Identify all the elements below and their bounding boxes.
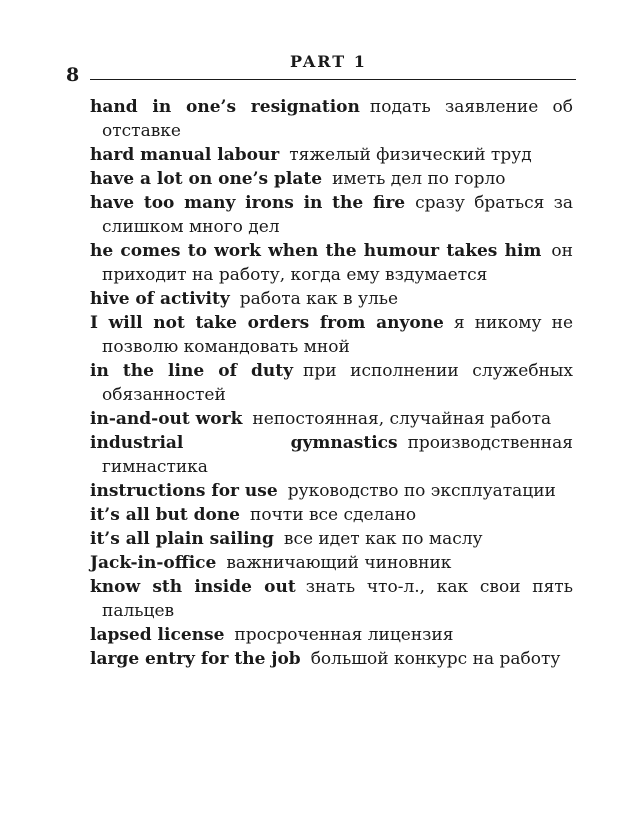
entry-term: instructions for use bbox=[90, 481, 278, 501]
glossary-entry bbox=[90, 95, 573, 143]
page-header bbox=[66, 52, 576, 86]
entry-translation: подать заявление об отставке bbox=[102, 97, 573, 141]
part-title: PART 1 bbox=[290, 52, 367, 71]
glossary-entry bbox=[90, 287, 573, 311]
glossary-entry bbox=[90, 575, 573, 623]
entry-term: have a lot on one’s plate bbox=[90, 169, 323, 189]
glossary-entry bbox=[90, 479, 573, 503]
entry-term: hard manual labour bbox=[90, 145, 280, 165]
entry-term: he comes to work when the humour takes him bbox=[90, 241, 542, 261]
entry-translation: он приходит на работу, когда ему вздумается bbox=[102, 241, 573, 285]
entry-translation: при исполнении служебных обязанностей bbox=[102, 361, 574, 405]
glossary-entry bbox=[90, 527, 573, 551]
entry-term: I will not take orders from anyone bbox=[90, 313, 444, 333]
entry-term: in-and-out work bbox=[90, 409, 243, 429]
entry-term: know sth inside out bbox=[90, 577, 296, 597]
glossary-entry bbox=[90, 647, 573, 671]
entry-translation: почти все сделано bbox=[250, 505, 417, 525]
glossary-entry bbox=[90, 191, 573, 239]
glossary-entry bbox=[90, 503, 573, 527]
entry-translation: все идет как по маслу bbox=[283, 529, 483, 549]
page-number: 8 bbox=[66, 64, 80, 86]
glossary-entry bbox=[90, 143, 573, 167]
glossary-entry bbox=[90, 407, 573, 431]
entry-term: hive of activity bbox=[90, 289, 230, 309]
entry-translation: руководство по эксплуатации bbox=[287, 481, 556, 501]
entry-term: in the line of duty bbox=[90, 361, 293, 381]
entry-term: it’s all plain sailing bbox=[90, 529, 274, 549]
entry-term: industrial gymnastics bbox=[90, 433, 398, 453]
entry-term: hand in one’s resignation bbox=[90, 97, 360, 117]
entry-term: large entry for the job bbox=[90, 649, 301, 669]
entry-translation: производственная гимнастика bbox=[102, 433, 573, 477]
glossary-entry bbox=[90, 239, 573, 287]
header-rule bbox=[90, 79, 576, 80]
entry-term: Jack-in-office bbox=[90, 553, 217, 573]
entry-translation: знать что-л., как свои пять пальцев bbox=[102, 577, 573, 621]
entry-translation: просроченная лицензия bbox=[234, 625, 454, 645]
glossary-entry bbox=[90, 311, 573, 359]
entry-translation: иметь дел по горло bbox=[332, 169, 506, 189]
entry-translation: я никому не позволю командовать мной bbox=[102, 313, 574, 357]
entry-translation: сразу браться за слишком много дел bbox=[102, 193, 574, 237]
glossary-entry bbox=[90, 623, 573, 647]
glossary-entry bbox=[90, 359, 573, 407]
glossary-entry bbox=[90, 431, 573, 479]
entry-term: lapsed license bbox=[90, 625, 225, 645]
entry-term: it’s all but done bbox=[90, 505, 240, 525]
entry-translation: непостоянная, случайная работа bbox=[252, 409, 552, 429]
entry-translation: тяжелый физический труд bbox=[289, 145, 532, 165]
entry-term: have too many irons in the fire bbox=[90, 193, 406, 213]
entry-translation: важничающий чиновник bbox=[226, 553, 452, 573]
glossary-entry bbox=[90, 551, 573, 575]
glossary-entry bbox=[90, 167, 573, 191]
entry-translation: большой конкурс на работу bbox=[310, 649, 561, 669]
glossary-list bbox=[90, 95, 573, 671]
entry-translation: работа как в улье bbox=[239, 289, 399, 309]
